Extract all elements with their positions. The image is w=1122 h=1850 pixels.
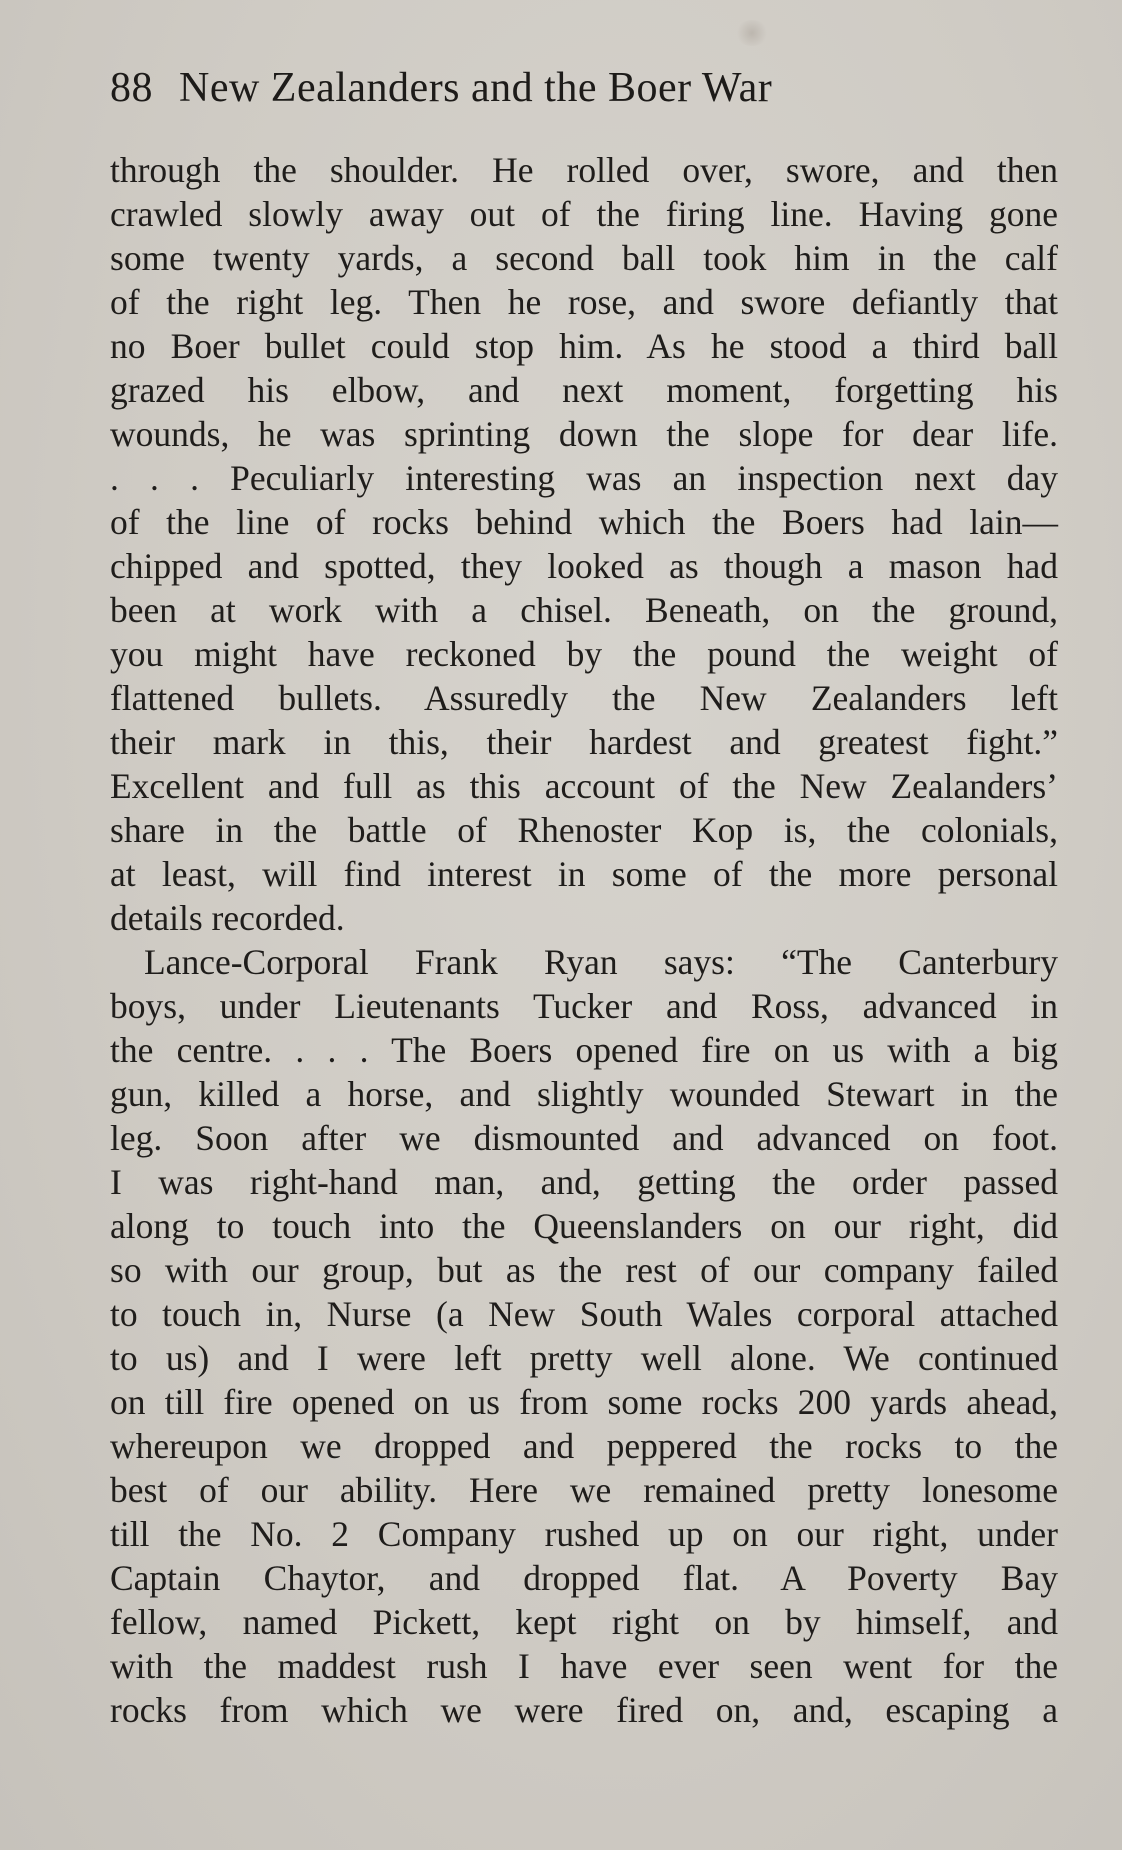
text-line: best of our ability. Here we remained pretty lonesome bbox=[110, 1470, 1058, 1510]
text-line: you might have reckoned by the pound the weight of bbox=[110, 634, 1058, 674]
text-line: Excellent and full as this account of the New Zealanders’ bbox=[110, 766, 1058, 806]
text-line: leg. Soon after we dismounted and advanced on foot. bbox=[110, 1118, 1058, 1158]
text-line: of the line of rocks behind which the Boers had lain— bbox=[110, 502, 1058, 542]
text-line: on till fire opened on us from some rocks 200 yards ahead, bbox=[110, 1382, 1058, 1422]
text-line: wounds, he was sprinting down the slope for dear life. bbox=[110, 414, 1058, 454]
paragraph-end-line: details recorded. bbox=[110, 898, 345, 938]
text-line: till the No. 2 Company rushed up on our right, under bbox=[110, 1514, 1058, 1554]
text-line: along to touch into the Queenslanders on our right, did bbox=[110, 1206, 1058, 1246]
running-title: New Zealanders and the Boer War bbox=[179, 65, 773, 111]
text-line: their mark in this, their hardest and greatest fight.” bbox=[110, 722, 1058, 762]
body-text bbox=[110, 148, 1058, 1732]
text-line: been at work with a chisel. Beneath, on the ground, bbox=[110, 590, 1058, 630]
text-line: crawled slowly away out of the firing line. Having gone bbox=[110, 194, 1058, 234]
text-line: fellow, named Pickett, kept right on by himself, and bbox=[110, 1602, 1058, 1642]
text-line: share in the battle of Rhenoster Kop is, the colonials, bbox=[110, 810, 1058, 850]
page-number: 88 bbox=[110, 65, 153, 111]
text-line: grazed his elbow, and next moment, forgetting his bbox=[110, 370, 1058, 410]
text-line: flattened bullets. Assuredly the New Zealanders left bbox=[110, 678, 1058, 718]
text-line: no Boer bullet could stop him. As he stood a third ball bbox=[110, 326, 1058, 366]
paragraph-start-line: Lance-Corporal Frank Ryan says: “The Canterbury bbox=[144, 942, 1058, 982]
text-line: I was right-hand man, and, getting the order passed bbox=[110, 1162, 1058, 1202]
paper-stain bbox=[735, 20, 769, 46]
text-line: gun, killed a horse, and slightly wounded Stewart in the bbox=[110, 1074, 1058, 1114]
text-line: boys, under Lieutenants Tucker and Ross, advanced in bbox=[110, 986, 1058, 1026]
text-line: Captain Chaytor, and dropped flat. A Poverty Bay bbox=[110, 1558, 1058, 1598]
text-line: some twenty yards, a second ball took him in the calf bbox=[110, 238, 1058, 278]
text-line: with the maddest rush I have ever seen went for the bbox=[110, 1646, 1058, 1686]
text-line: of the right leg. Then he rose, and swore defiantly that bbox=[110, 282, 1058, 322]
text-line: the centre. . . . The Boers opened fire on us with a big bbox=[110, 1030, 1058, 1070]
text-line: . . . Peculiarly interesting was an inspection next day bbox=[110, 458, 1058, 498]
running-header bbox=[110, 64, 1010, 124]
text-line: so with our group, but as the rest of our company failed bbox=[110, 1250, 1058, 1290]
text-line: chipped and spotted, they looked as though a mason had bbox=[110, 546, 1058, 586]
text-line: rocks from which we were fired on, and, escaping a bbox=[110, 1690, 1058, 1730]
text-line: whereupon we dropped and peppered the rocks to the bbox=[110, 1426, 1058, 1466]
text-line: at least, will find interest in some of the more personal bbox=[110, 854, 1058, 894]
text-line: through the shoulder. He rolled over, swore, and then bbox=[110, 150, 1058, 190]
text-line: to us) and I were left pretty well alone. We continued bbox=[110, 1338, 1058, 1378]
text-line: to touch in, Nurse (a New South Wales corporal attached bbox=[110, 1294, 1058, 1334]
